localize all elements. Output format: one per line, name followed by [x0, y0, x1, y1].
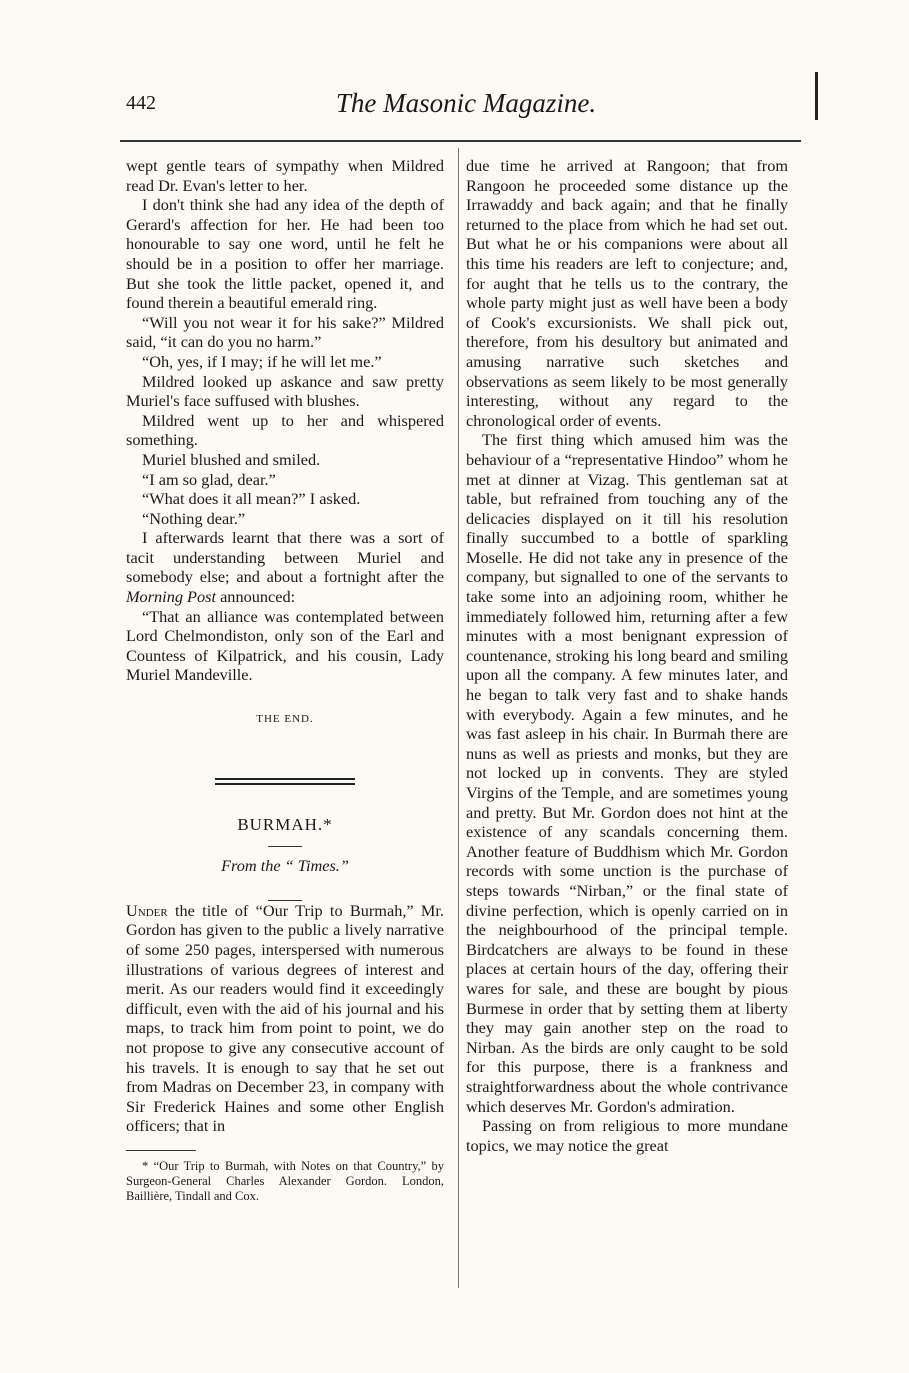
drop-lead-word: Under [126, 900, 168, 920]
footnote-rule [126, 1150, 196, 1151]
article-opening-paragraph [126, 901, 444, 1136]
paragraph: I don't think she had any idea of the depth of Gerard's affection for her. He had been too honourable to say one word, until he felt he should be in a position to offer her marriage. But she took the little packet, opened it, and found therein a beautiful emerald ring. [126, 195, 444, 313]
paragraph: Mildred went up to her and whispered something. [126, 410, 444, 450]
paragraph: “Oh, yes, if I may; if he will let me.” [142, 351, 382, 371]
paragraph: Passing on from religious to more mundane topics, we may notice the great [466, 1116, 788, 1155]
footnote: * “Our Trip to Burmah, with Notes on that Country,” by Surgeon-General Charles Alexander Gordon. London, Baillière, Tindall and Cox. [126, 1158, 444, 1203]
the-end-label: THE END. [256, 713, 314, 726]
article-title: BURMAH.* [237, 814, 333, 834]
right-column [466, 156, 788, 1155]
page-edge-mark [815, 72, 818, 120]
paragraph: “I am so glad, dear.” [142, 469, 276, 489]
announcement-text: I afterwards learnt that there was a sort of tacit understanding between Muriel and somebody else; and about a fortnight after the [126, 528, 444, 587]
announcement-paragraph [126, 528, 444, 606]
newspaper-name: Morning Post [126, 587, 217, 607]
paragraph: Muriel blushed and smiled. [142, 449, 321, 469]
paragraph: wept gentle tears of sympathy when Mildred read Dr. Evan's letter to her. [126, 156, 444, 195]
page-number: 442 [126, 92, 156, 114]
article-opening-text: the title of “Our Trip to Burmah,” Mr. Gordon has given to the public a lively narrative of some 250 pages, interspersed with numerous illustrations of various degrees of interest and merit. As our readers would find it exceedingly difficult, even with the aid of his journal and his maps, to track him from point to point, we do not propose to give any consecutive account of his travels. It is enough to say that he set out from Madras on December 23, in company with Sir Frederick Haines and some other English officers; that in [126, 900, 444, 1136]
left-paragraphs [126, 156, 444, 528]
paragraph: “What does it all mean?” I asked. [142, 489, 361, 509]
page-header [126, 88, 806, 124]
announcement-text-end: announced: [216, 587, 296, 607]
left-column [126, 156, 444, 1204]
paragraph: “Will you not wear it for his sake?” Mildred said, “it can do you no harm.” [126, 312, 444, 352]
announcement-quote: “That an alliance was contemplated between Lord Chelmondiston, only son of the Earl and Countess of Kilpatrick, and his cousin, Lady Muriel Mandeville. [126, 606, 444, 685]
paragraph: Mildred looked up askance and saw pretty Muriel's face suffused with blushes. [126, 371, 444, 411]
header-rule [120, 140, 801, 142]
paragraph: The first thing which amused him was the behaviour of a “representative Hindoo” whom he met at dinner at Vizag. This gentleman sat at table, but refrained from touching any of the delicacies displayed on it till his resolution finally succumbed to a bottle of sparkling Moselle. He did not take any in presence of the company, but signalled to one of the servants to take some into an adjoining room, whither he immediately followed him, returning after a few minutes with a most benignant expression of countenance, stroking his long beard and smiling upon all the company. A few minutes later, and he began to talk very fast and to shake hands with everybody. Again a few minutes, and he was fast asleep in his chair. In Burmah there are nuns as well as priests and monks, but they are not locked up in convents. They are styled Virgins of the Temple, and are sometimes young and pretty. But Mr. Gordon does not hint at the existence of any scandals concerning them. Another feature of Buddhism which Mr. Gordon records with some unction is the purchase of steps towards “Nirban,” or the final state of divine perfection, which is openly carried on in the neighbourhood of the principal temple. Birdcatchers are always to be found in these places at certain hours of the day, offering their wares for sale, and these are bought by pious Burmese in order that by setting them at liberty they may gain another step on the road to Nirban. As the birds are only caught to be sold for this purpose, there is a frankness and straightforwardness about the whole contrivance which deserves Mr. Gordon's admiration. [466, 430, 788, 1116]
title-rule [268, 846, 302, 847]
running-title: The Masonic Magazine. [335, 88, 597, 118]
column-divider [458, 148, 459, 1288]
article-subtitle: From the “ Times.” [221, 856, 349, 876]
right-paragraphs [466, 156, 788, 1155]
section-separator [215, 778, 355, 785]
paragraph: due time he arrived at Rangoon; that from Rangoon he proceeded some distance up the Irrawaddy and back again; and that he finally returned to the place from which he had set out. But what he or his companions were about all this time his readers are left to conjecture; and, for aught that he tells us to the contrary, the whole party might just as well have been a body of Cook's excursionists. We shall pick out, therefore, from his desultory but animated and amusing narrative such sketches and observations as seem likely to be most generally interesting, without any regard to the chronological order of events. [466, 156, 788, 430]
paragraph: “Nothing dear.” [142, 508, 246, 528]
